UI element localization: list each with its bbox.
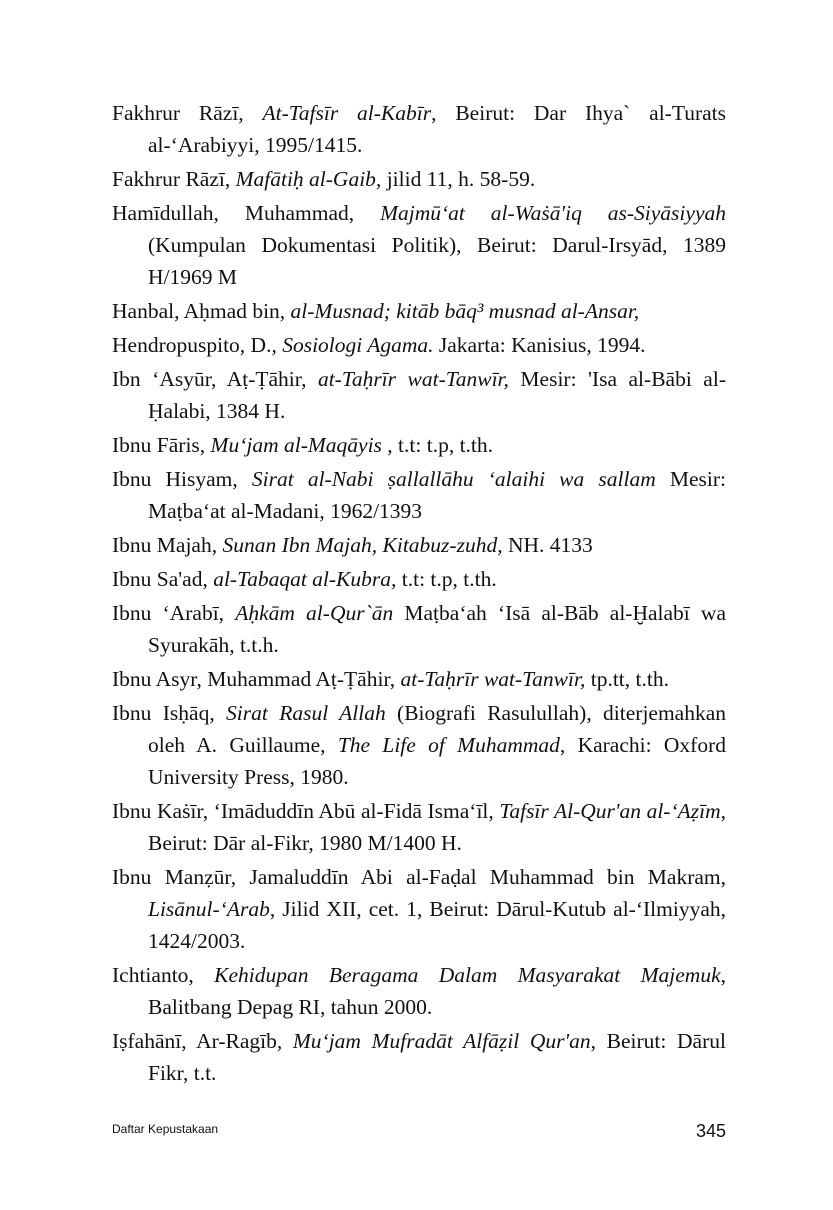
- bibliography-entry: Ichtianto, Kehidupan Beragama Dalam Masyarakat Majemuk, Balitbang Depag RI, tahun 2000.: [112, 963, 726, 1019]
- bibliography-entry: Ibnu Asyr, Muhammad Aṭ-Ṭāhir, at-Taḥrīr wat-Tanwīr, tp.tt, t.th.: [112, 667, 669, 691]
- bibliography-entry: Ibnu Hisyam, Sirat al-Nabi ṣallallāhu ‘alaihi wa sallam Mesir: Maṭba‘at al-Madani, 1962/1393: [112, 467, 726, 523]
- bibliography-entry: Hanbal, Aḥmad bin, al-Musnad; kitāb bāq³ musnad al-Ansar,: [112, 299, 640, 323]
- bibliography-entry: Hamīdullah, Muhammad, Majmū‘at al-Waṡā'iq as-Siyāsiyyah (Kumpulan Dokumentasi Politik), Beirut: Darul-Irsyād, 1389 H/1969 M: [112, 201, 726, 289]
- bibliography-entry: Ibnu Kaṡīr, ‘Imāduddīn Abū al-Fidā Isma‘īl, Tafsīr Al-Qur'an al-‘Aẓīm, Beirut: Dār al-Fikr, 1980 M/1400 H.: [112, 799, 726, 855]
- bibliography-entry: Ibnu Manẓūr, Jamaluddīn Abi al-Faḍal Muhammad bin Makram, Lisānul-‘Arab, Jilid XII, cet. 1, Beirut: Dārul-Kutub al-‘Ilmiyyah, 1424/2003.: [112, 865, 726, 953]
- page-number: 345: [695, 1121, 726, 1141]
- bibliography-entry: Ibnu Fāris, Mu‘jam al-Maqāyis , t.t: t.p, t.th.: [112, 433, 494, 457]
- footer-section-title: Daftar Kepustakaan: [112, 1122, 219, 1136]
- bibliography-entry: Ibnu Majah, Sunan Ibn Majah, Kitabuz-zuhd, NH. 4133: [112, 533, 593, 557]
- bibliography-list: [112, 97, 726, 1091]
- bibliography-entry: Hendropuspito, D., Sosiologi Agama. Jakarta: Kanisius, 1994.: [112, 333, 646, 357]
- bibliography-entry: Iṣfahānī, Ar-Ragīb, Mu‘jam Mufradāt Alfāẓil Qur'an, Beirut: Dārul Fikr, t.t.: [112, 1029, 726, 1085]
- bibliography-entry: Ibnu ‘Arabī, Aḥkām al-Qur`ān Maṭba‘ah ‘Isā al-Bāb al-Ḫalabī wa Syurakāh, t.t.h.: [112, 601, 726, 657]
- bibliography-entry: Ibnu Isḥāq, Sirat Rasul Allah (Biografi Rasulullah), diterjemahkan oleh A. Guillaume, The Life of Muhammad, Karachi: Oxford University Press, 1980.: [112, 701, 727, 789]
- bibliography-entry: Fakhrur Rāzī, At-Tafsīr al-Kabīr, Beirut: Dar Ihya` al-Turats al-‘Arabiyyi, 1995/1415.: [112, 101, 727, 157]
- bibliography-entry: Ibn ‘Asyūr, Aṭ-Ṭāhir, at-Taḥrīr wat-Tanwīr, Mesir: 'Isa al-Bābi al-Ḥalabi, 1384 H.: [112, 367, 726, 423]
- bibliography-entry: Ibnu Sa'ad, al-Tabaqat al-Kubra, t.t: t.p, t.th.: [112, 567, 497, 591]
- bibliography-entry: Fakhrur Rāzī, Mafātiḥ al-Gaib, jilid 11, h. 58-59.: [112, 167, 536, 191]
